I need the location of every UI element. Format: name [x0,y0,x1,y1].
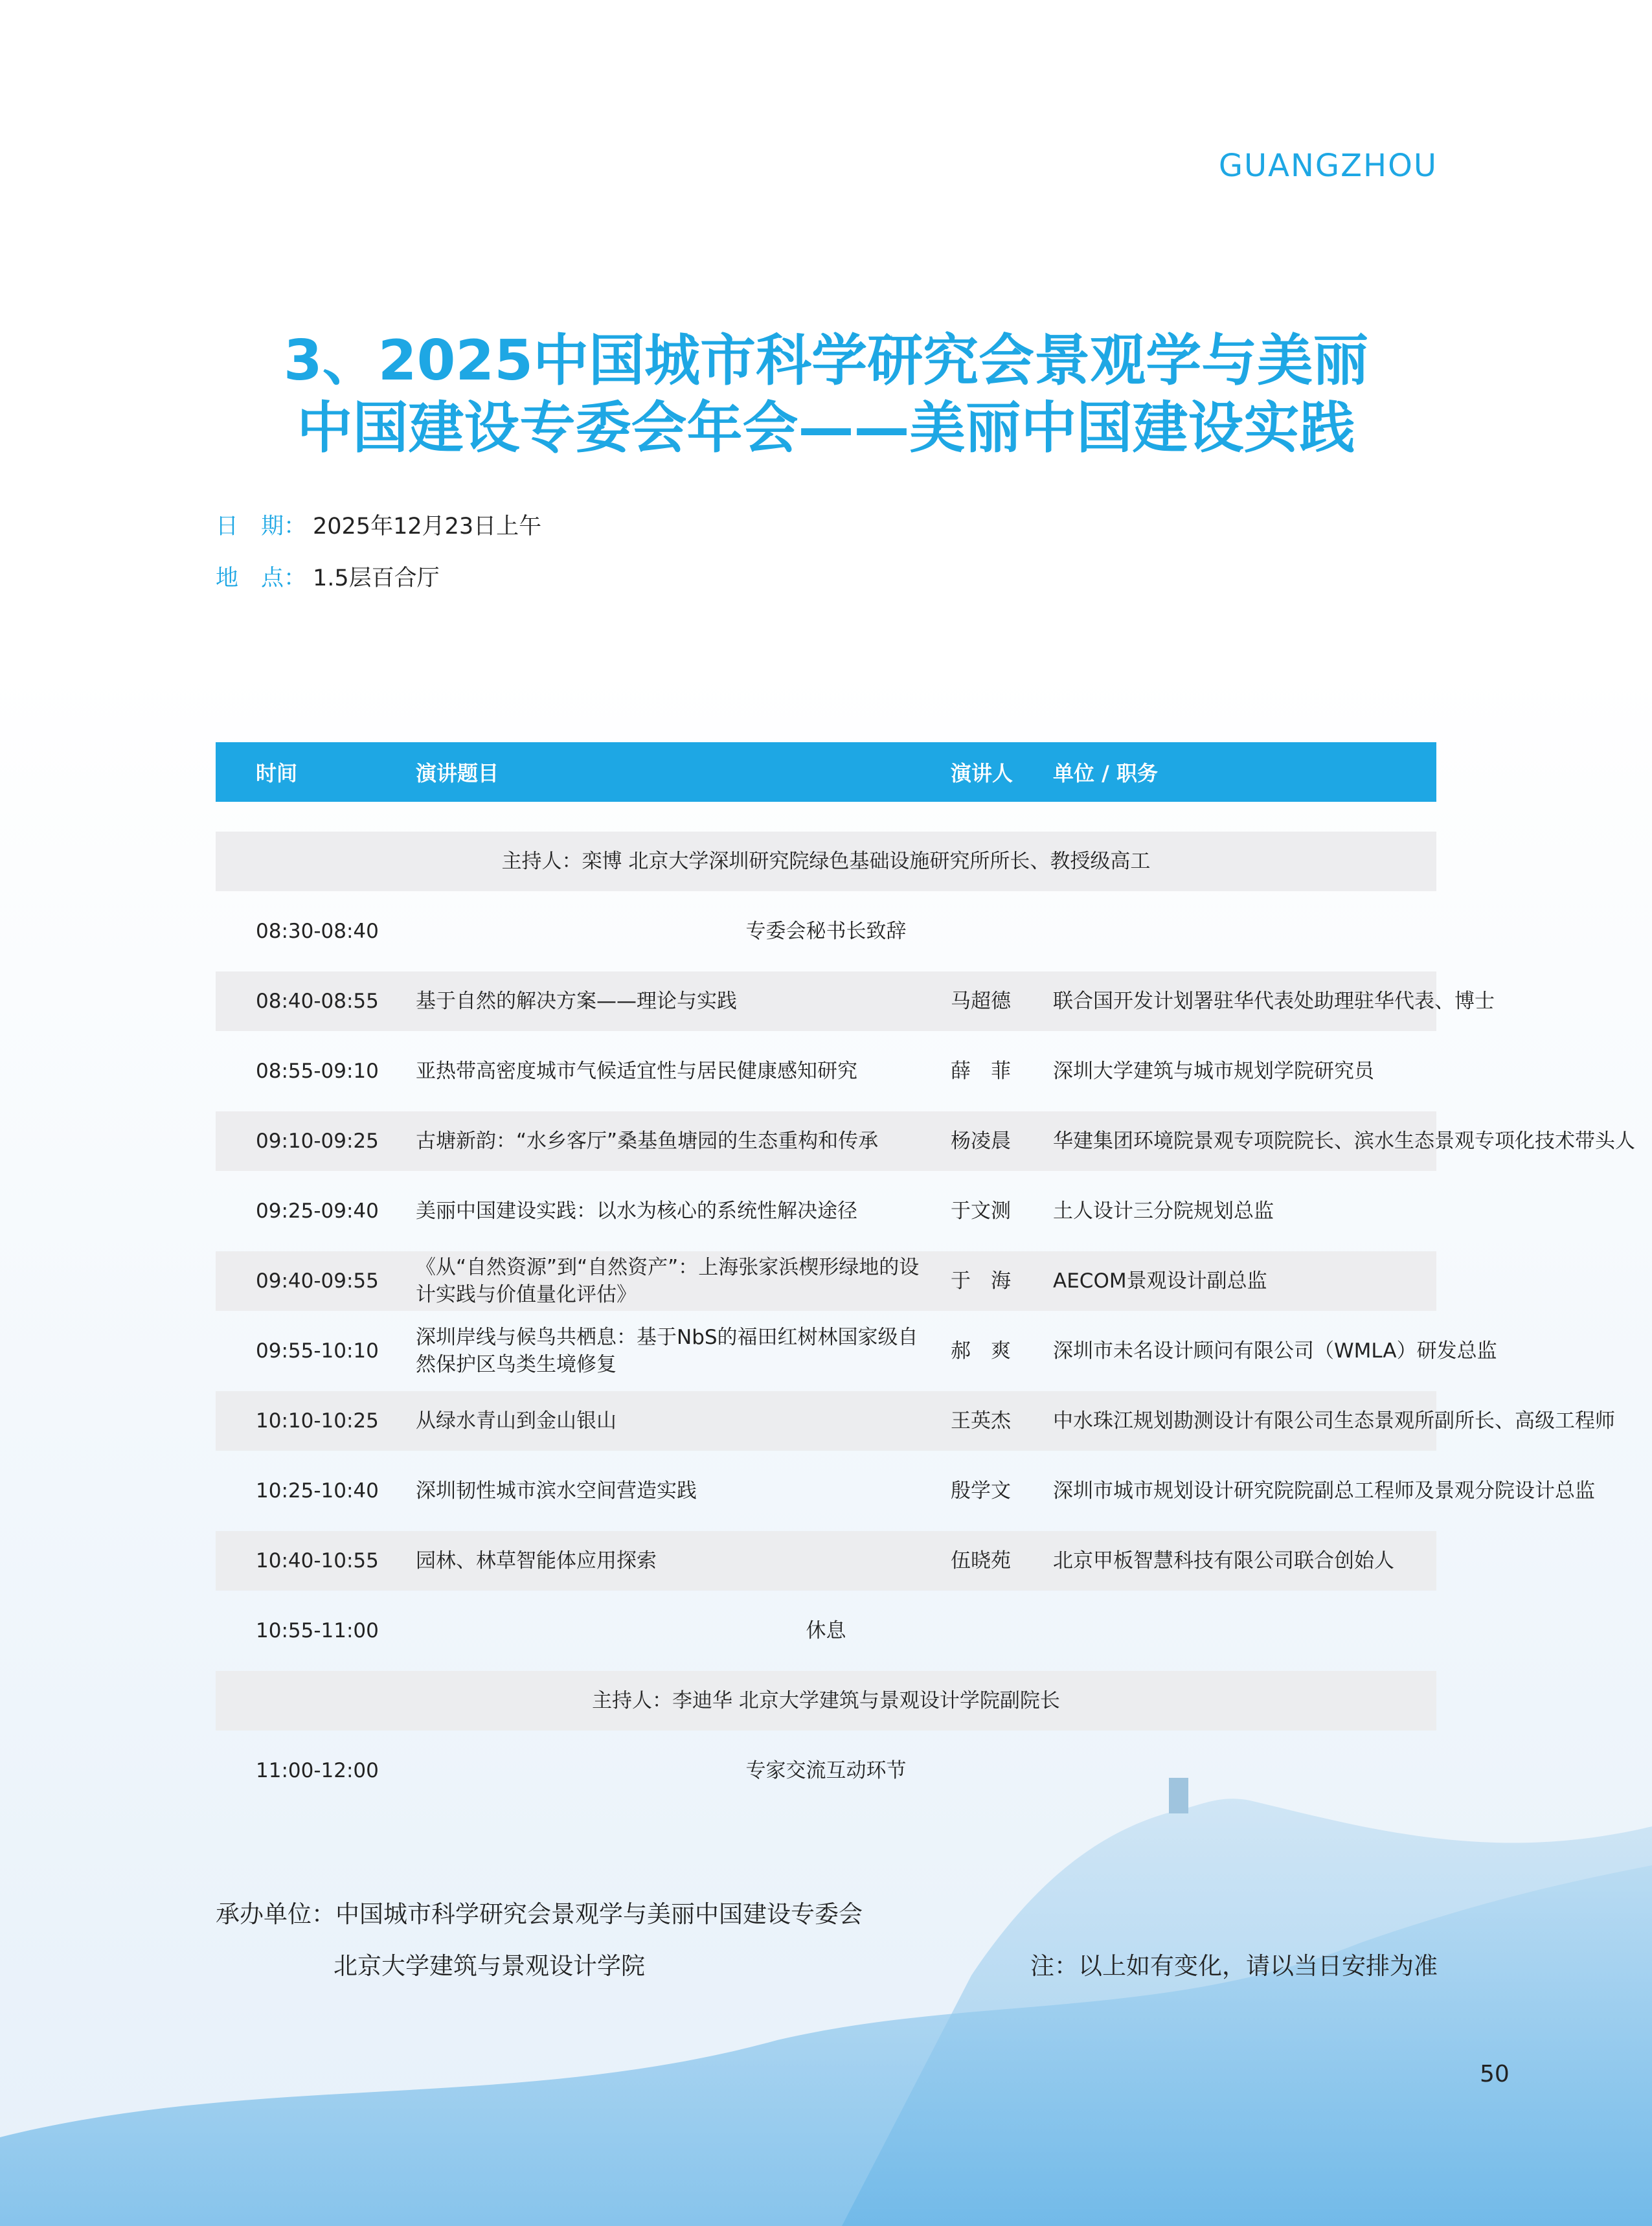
time-cell: 08:30-08:40 [256,920,379,943]
unit-cell: 深圳大学建筑与城市规划学院研究员 [1053,1060,1374,1083]
unit-cell: 中水珠江规划勘测设计有限公司生态景观所副所长、高级工程师 [1053,1409,1615,1433]
table-row [216,1601,1436,1661]
host-row [216,832,1436,891]
unit-cell: 北京甲板智慧科技有限公司联合创始人 [1053,1549,1394,1573]
date-row [216,508,541,541]
unit-cell: 华建集团环境院景观专项院院长、滨水生态景观专项化技术带头人 [1053,1130,1635,1153]
date-label: 日 期： [216,514,307,539]
place-row [216,560,440,593]
place-label: 地 点： [216,565,307,591]
session-text: 专委会秘书长致辞 [745,920,907,943]
speaker-cell: 马超德 [951,990,1011,1013]
change-note: 注：以上如有变化，请以当日安排为准 [1030,1952,1438,1980]
time-cell: 09:55-10:10 [256,1339,379,1363]
table-row [216,1531,1436,1591]
city-label: GUANGZHOU [1218,148,1438,184]
table-body [216,832,1635,1800]
time-cell: 08:55-09:10 [256,1060,379,1083]
table-row [216,971,1495,1031]
session-text: 休息 [806,1619,846,1642]
topic-cell: 亚热带高密度城市气候适宜性与居民健康感知研究 [416,1060,857,1083]
time-cell: 10:55-11:00 [256,1619,379,1642]
topic-cell: 从绿水青山到金山银山 [416,1409,617,1433]
table-row [216,1741,1436,1800]
speaker-cell: 伍晓苑 [951,1549,1011,1573]
topic-cell: 深圳韧性城市滨水空间营造实践 [416,1479,697,1503]
time-cell: 10:25-10:40 [256,1479,379,1503]
speaker-cell: 郝 爽 [951,1339,1011,1363]
page-title [0,327,1652,462]
speaker-cell: 于文测 [951,1199,1011,1223]
organizer-2: 北京大学建筑与景观设计学院 [334,1952,645,1980]
organizer-1: 中国城市科学研究会景观学与美丽中国建设专委会 [335,1900,863,1928]
topic-cell: 美丽中国建设实践：以水为核心的系统性解决途径 [416,1199,857,1223]
time-cell: 09:10-09:25 [256,1130,379,1153]
table-row [216,1041,1436,1101]
table-header [216,742,1436,802]
page-number: 50 [1480,2061,1510,2087]
table-row [216,1111,1635,1171]
organizer-row [216,1894,863,1929]
title-line-1: 3、2025中国城市科学研究会景观学与美丽 [283,328,1369,393]
speaker-cell: 王英杰 [951,1409,1011,1433]
schedule-table [216,742,1635,1811]
title-line-2: 中国建设专委会年会——美丽中国建设实践 [297,396,1355,460]
place-value: 1.5层百合厅 [313,565,440,591]
topic-cell: 园林、林草智能体应用探索 [416,1549,657,1573]
header-time: 时间 [256,761,298,786]
host-text: 主持人：栾博 北京大学深圳研究院绿色基础设施研究所所长、教授级高工 [501,850,1151,873]
topic-cell: 古塘新韵：“水乡客厅”桑基鱼塘园的生态重构和传承 [416,1130,879,1153]
host-row [216,1671,1436,1731]
header-unit: 单位 / 职务 [1053,761,1158,786]
unit-cell: AECOM景观设计副总监 [1053,1269,1267,1293]
table-row [216,1461,1595,1521]
unit-cell: 深圳市城市规划设计研究院院副总工程师及景观分院设计总监 [1053,1479,1595,1503]
header-speaker: 演讲人 [951,761,1013,786]
topic-cell: 基于自然的解决方案——理论与实践 [416,990,737,1013]
time-cell: 08:40-08:55 [256,990,379,1013]
table-row [216,1391,1615,1451]
topic-cell: 《从“自然资源”到“自然资产”：上海张家浜楔形绿地的设计实践与价值量化评估》 [416,1256,920,1306]
table-row [216,1321,1497,1381]
date-value: 2025年12月23日上午 [313,514,542,539]
header-topic: 演讲题目 [416,761,499,786]
time-cell: 10:40-10:55 [256,1549,379,1573]
session-text: 专家交流互动环节 [745,1759,907,1782]
time-cell: 11:00-12:00 [256,1759,379,1782]
speaker-cell: 殷学文 [951,1479,1011,1503]
speaker-cell: 于 海 [951,1269,1011,1293]
time-cell: 10:10-10:25 [256,1409,379,1433]
speaker-cell: 杨凌晨 [951,1130,1011,1153]
speaker-cell: 薛 菲 [951,1060,1011,1083]
unit-cell: 联合国开发计划署驻华代表处助理驻华代表、博士 [1053,990,1495,1013]
unit-cell: 土人设计三分院规划总监 [1053,1199,1274,1223]
host-text: 主持人：李迪华 北京大学建筑与景观设计学院副院长 [592,1689,1060,1712]
topic-cell: 深圳岸线与候鸟共栖息：基于NbS的福田红树林国家级自然保护区鸟类生境修复 [416,1326,918,1376]
table-row [216,1251,1436,1311]
organizer-label: 承办单位： [216,1900,335,1928]
table-row [216,1181,1436,1241]
time-cell: 09:40-09:55 [256,1269,379,1293]
table-row [216,902,1436,961]
time-cell: 09:25-09:40 [256,1199,379,1223]
unit-cell: 深圳市未名设计顾问有限公司（WMLA）研发总监 [1053,1339,1497,1363]
